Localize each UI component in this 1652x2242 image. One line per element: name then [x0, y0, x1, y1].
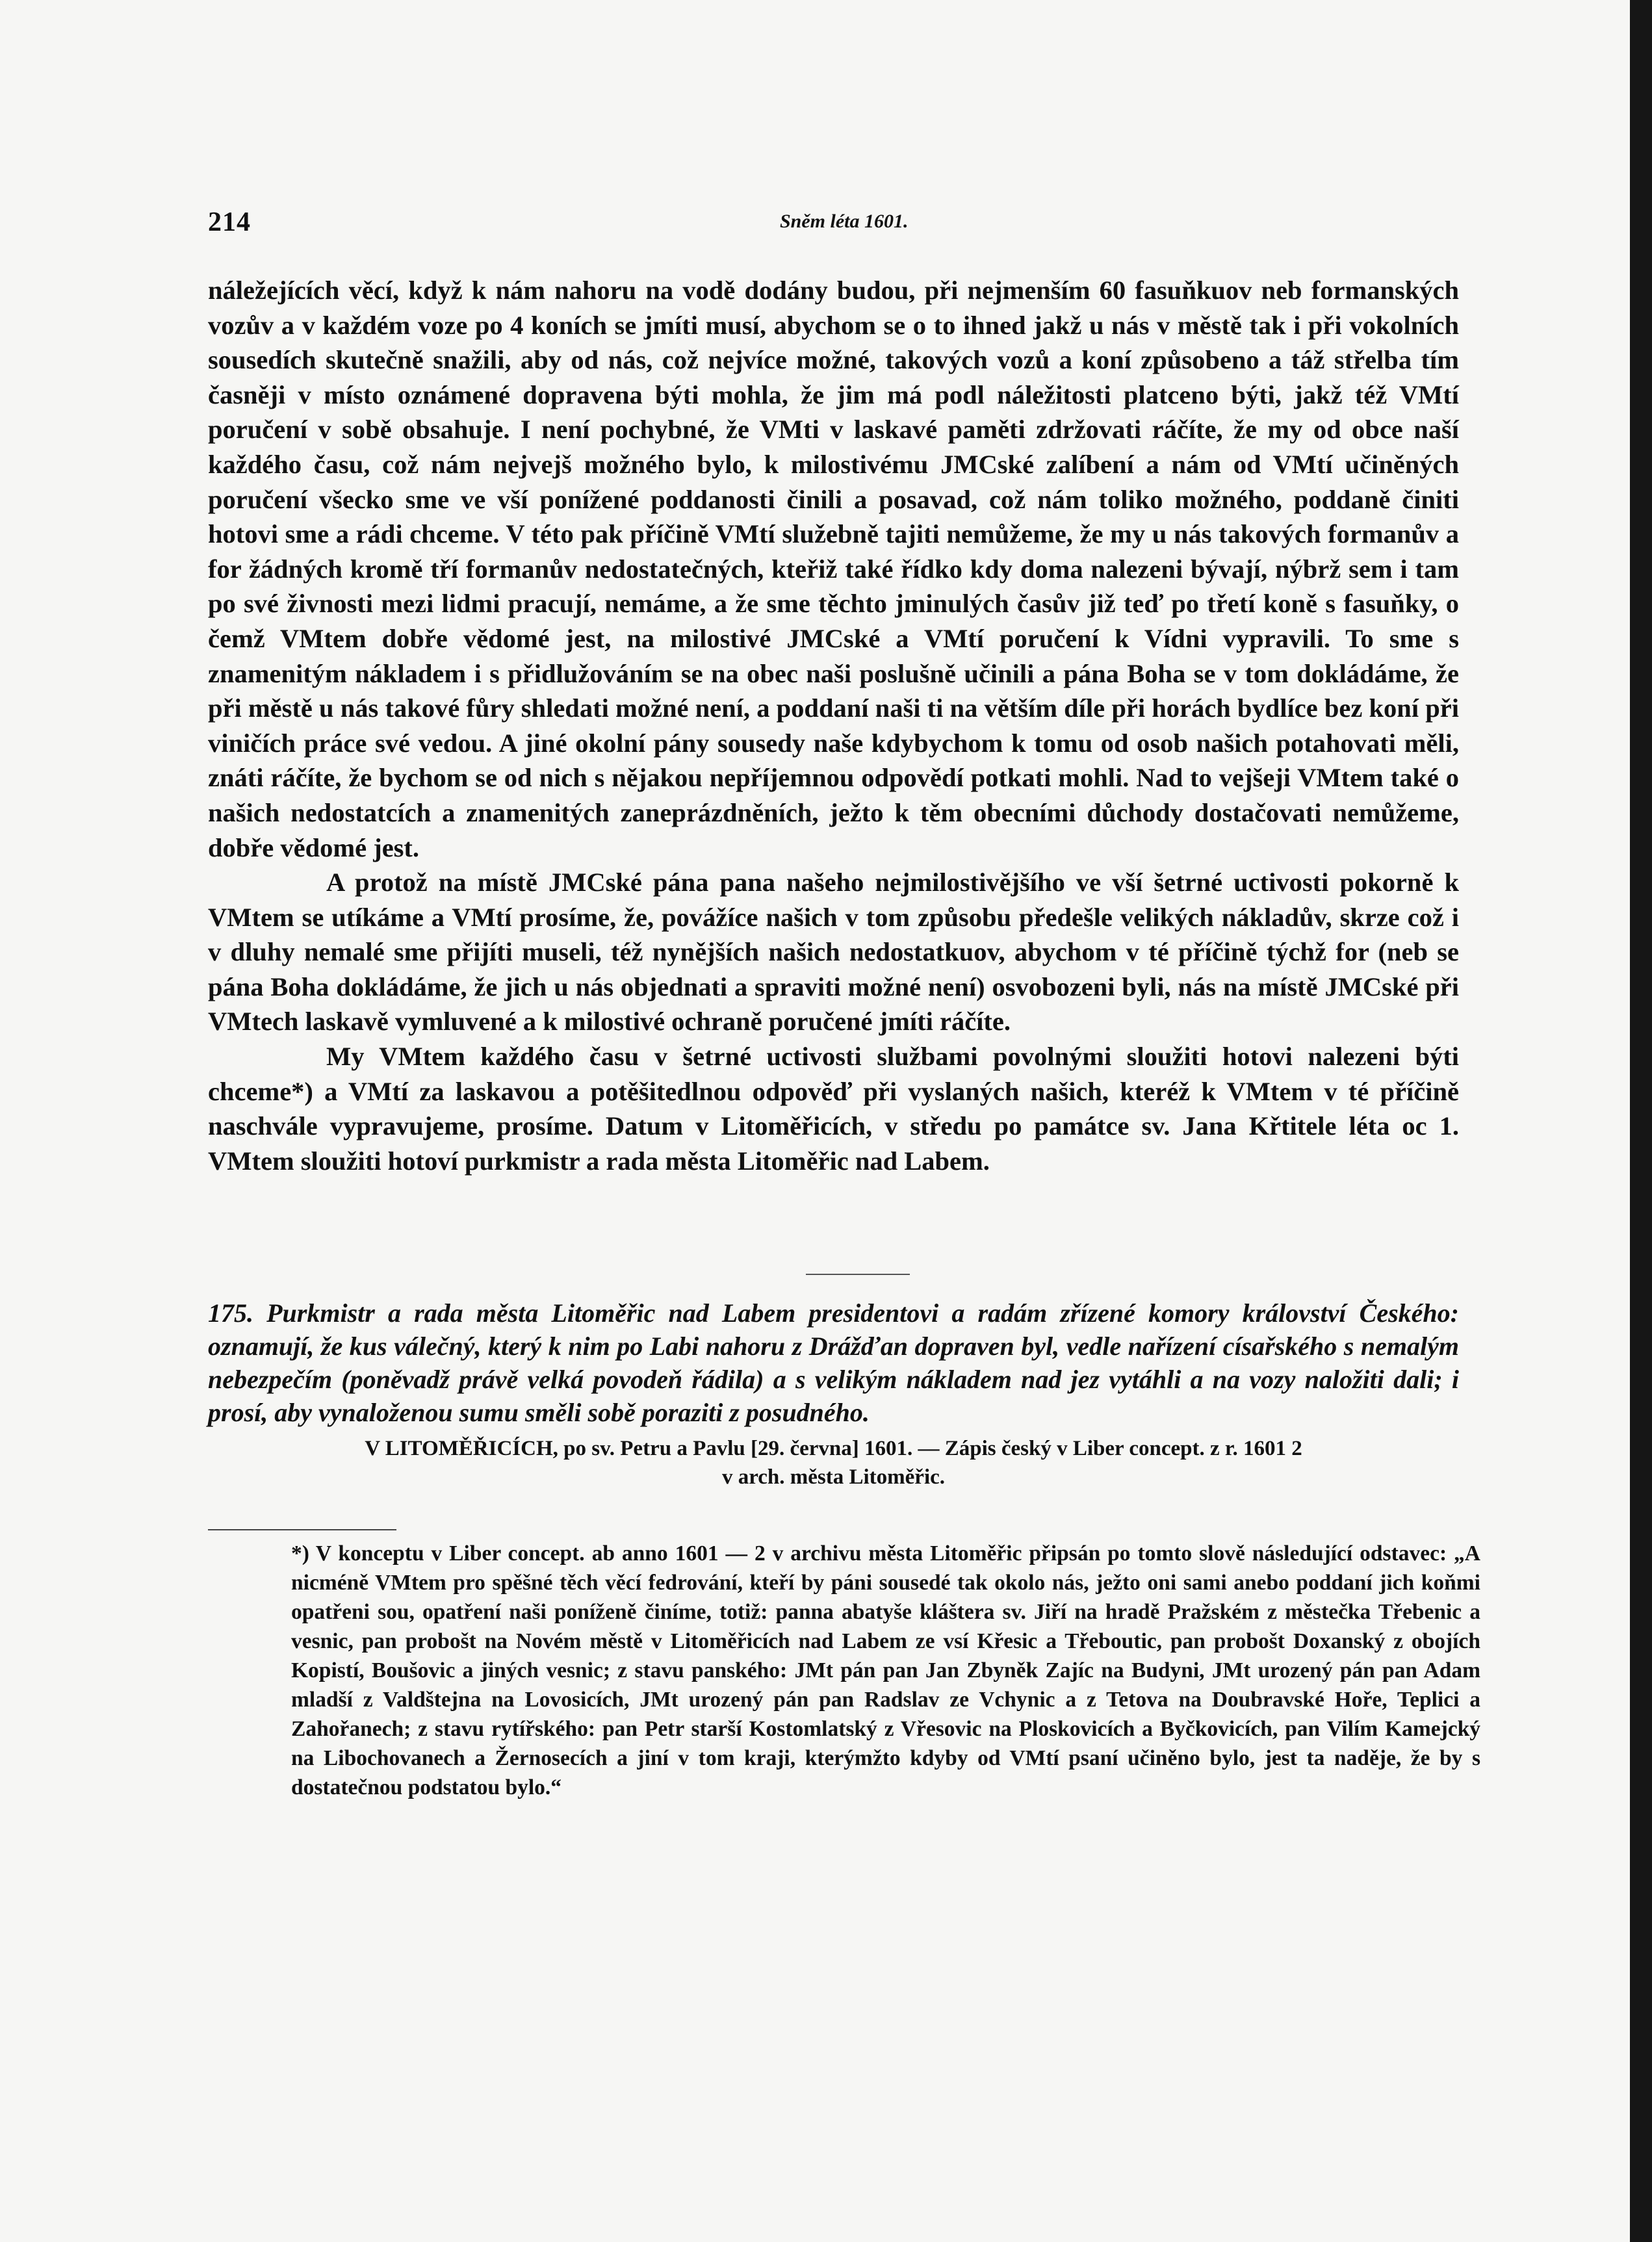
- page-number: 214: [208, 207, 251, 237]
- source-line: V LITOMĚŘICÍCH, po sv. Petru a Pavlu [29. června] 1601. — Zápis český v Liber concept. z r. 1601 2: [365, 1437, 1302, 1460]
- document-summary: 175. Purkmistr a rada města Litoměřic nad Labem presidentovi a radám zřízené komory království Českého: oznamují, že kus válečný, který k nim po Labi nahoru z Drážďan dopraven byl, vedle nařízení císařského s nemalým nebezpečím (poněvadž právě velká povodeň řádila) a s velikým nákladem nad jez vytáhli a na vozy naložiti dali; i prosí, aby vynaloženou sumu směli sobě poraziti z posudného.: [208, 1298, 1459, 1427]
- footnote-text: V konceptu v Liber concept. ab anno 1601 — 2 v archivu města Litoměřic připsán po tomto slově následující odstavec: „A nicméně VMtem pro spěšné těch věcí fedrování, kteří by páni sousedé tak okolo nás, ježto oni sami anebo poddaní jich koňmi opatřeni sou, opatření naši poníženě činíme, totiž: panna abatyše kláštera sv. Jiří na hradě Pražském z městečka Třebenic a vesnic, pan probošt na Novém městě v Litoměřicích nad Labem ze vsí Křesic a Třeboutic, pan probošt Doxanský z obojích Kopistí, Boušovic a jiných vesnic; z stavu panského: JMt pán pan Jan Zbyněk Zajíc na Budyni, JMt urozený pán pan Adam mladší z Valdštejna na Lovosicích, JMt urozený pán pan Radslav ze Vchynic a z Tetova na Doubravské Hoře, Teplici a Zahořanech; z stavu rytířského: pan Petr starší Kostomlatský z Vřesovic na Ploskovicích a Byčkovicích, pan Vilím Kamejcký na Libochovanech a Žernosecích a jiní v tom kraji, kterýmžto kdyby od VMtí psaní učiněno bylo, jest ta naděje, že by s dostatečnou podstatou bylo.“: [291, 1541, 1480, 1799]
- page-header: [208, 207, 1456, 239]
- footnote-divider: [208, 1529, 396, 1530]
- scan-edge: [1630, 0, 1652, 2242]
- footnote: [291, 1539, 1480, 1802]
- body-paragraph: A protož na místě JMCské pána pana našeho nejmilostivějšího ve vší šetrné uctivosti pokorně k VMtem se utíkáme a VMtí prosíme, že, povážíce našich v tom způsobu předešle velikých nákladův, skrze což i v dluhy nemalé sme přijíti museli, též nynějších našich nedostatkuov, abychom v té příčině týchž for (neb se pána Boha dokládáme, že jich u nás objednati a spraviti možné není) osvobozeni byli, nás na místě JMCské při VMtech laskavě vymluvené a k milostivé ochraně poručené jmíti ráčíte.: [208, 868, 1459, 1037]
- section-divider: [806, 1274, 910, 1275]
- footnote-marker: *): [291, 1541, 309, 1566]
- letter-body: [208, 273, 1459, 1178]
- body-paragraph: náležejících věcí, když k nám nahoru na vodě dodány budou, při nejmenším 60 fasuňkuov neb formanských vozův a v každém voze po 4 koních se jmíti musí, abychom se o to ihned jakž u nás v městě tak i při vokolních sousedích skutečně snažili, aby od nás, což nejvíce možné, takových vozů a koní způsobeno a táž střelba tím časněji v místo oznámené dopravena býti mohla, že jim má podl náležitosti platceno býti, jakž též VMtí poručení v sobě obsahuje. I není pochybné, že VMti v laskavé paměti zdržovati ráčíte, že my od obce naší každého času, což nám nejvejš možného bylo, k milostivému JMCské zalíbení a nám od VMtí učiněných poručení všecko sme ve vší ponížené poddanosti činili a posavad, což nám toliko možného, poddaně činiti hotovi sme a rádi chceme. V této pak příčině VMtí služebně tajiti nemůžeme, že my u nás takových formanův a for žádných kromě tří formanův nedostatečných, kteřiž také řídko kdy doma nalezeni bývají, nýbrž sem i tam po své živnosti mezi lidmi pracují, nemáme, a že sme těchto jminulých časův již teď po třetí koně s fasuňky, o čemž VMtem dobře vědomé jest, na milostivé JMCské a VMtí poručení k Vídni vypravili. To sme s znamenitým nákladem i s přidlužováním se na obec naši poslušně učinili a pána Boha se v tom dokládáme, že při městě u nás takové fůry shledati možné není, a poddaní naši ti na větším díle při horách bydlíce bez koní při viničích práce své vedou. A jiné okolní pány sousedy naše kdybychom k tomu od osob našich potahovati měli, znáti ráčíte, že bychom se od nich s nějakou nepříjemnou odpovědí potkati mohli. Nad to vejšeji VMtem také o našich nedostatcích a znamenitých zaneprázdněních, ježto k těm obecními důchody dostačovati nemůžeme, dobře vědomé jest.: [208, 276, 1459, 862]
- footnote-paragraph: [291, 1539, 1480, 1802]
- document-heading: [208, 1296, 1459, 1491]
- running-title: Sněm léta 1601.: [780, 211, 909, 232]
- body-paragraph: My VMtem každého času v šetrné uctivosti službami povolnými sloužiti hotovi nalezeni býti chceme*) a VMtí za laskavou a potěšitedlnou odpověď při vyslaných našich, kteréž k VMtem v té příčině naschvále vypravujeme, prosíme. Datum v Litoměřicích, v středu po památce sv. Jana Křtitele léta oc 1. VMtem sloužiti hotoví purkmistr a rada města Litoměřic nad Labem.: [208, 1042, 1459, 1176]
- source-line: v arch. města Litoměřic.: [721, 1465, 946, 1489]
- document-source: [208, 1434, 1459, 1491]
